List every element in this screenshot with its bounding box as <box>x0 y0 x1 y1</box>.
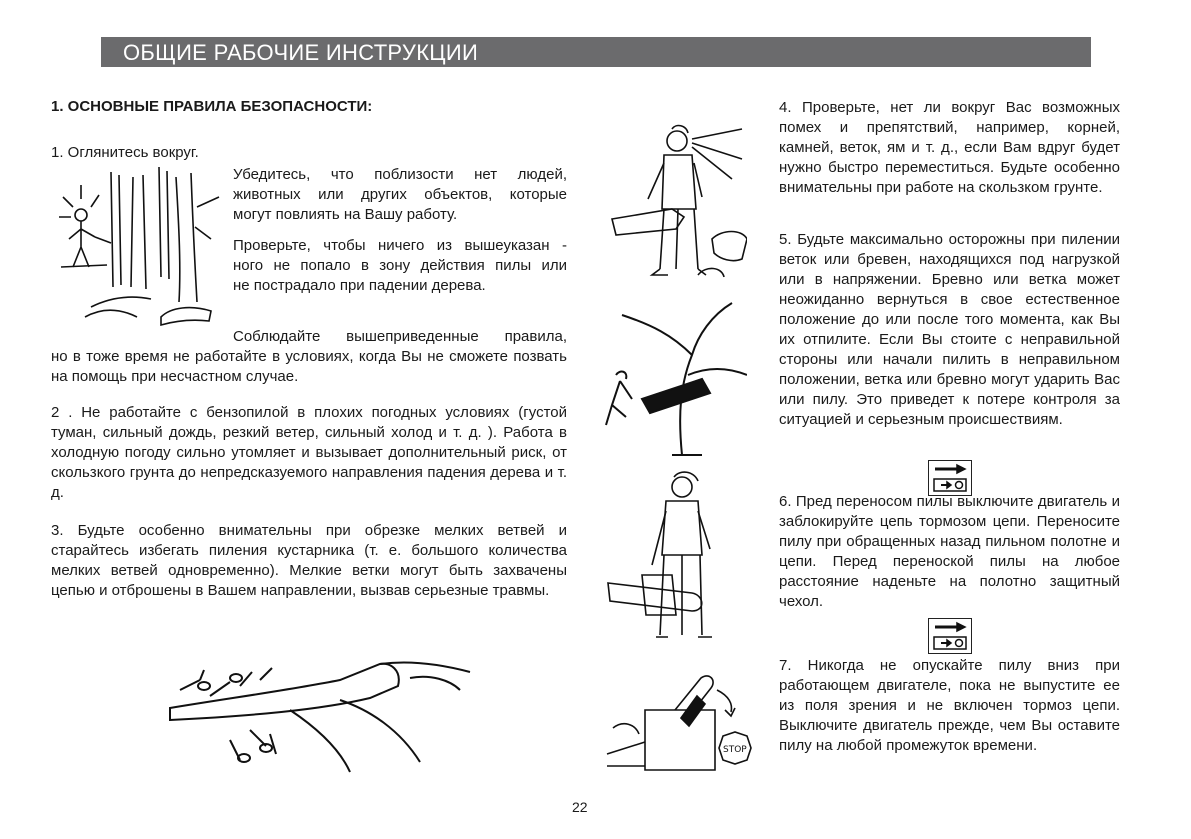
illustration-carry-saw <box>602 465 747 655</box>
rule1-p2-line: Проверьте, чтобы ничего из вышеуказан - <box>233 237 567 254</box>
rule1-paragraph2 <box>233 236 567 296</box>
rule1-p1-line: Убедитесь, что поблизости нет людей, <box>233 166 567 183</box>
header-bar <box>101 37 1091 67</box>
rule1-paragraph1 <box>233 165 567 225</box>
rule1-p2-line: ного не попало в зону действия пилы или <box>233 257 567 274</box>
page-title: ОБЩИЕ РАБОЧИЕ ИНСТРУКЦИИ <box>123 40 479 65</box>
rule4-paragraph: 4. Проверьте, нет ли вокруг Вас возможных помех и препятствий, например, корней, камней, веток, ям и т. д., если Вам вдруг будет нужно быстро переместиться. Будьте особенно внимательны при работе на скользком грунте. <box>779 99 1120 196</box>
rule1-p1-line: животных или других объектов, которые <box>233 186 567 203</box>
illustration-branches <box>140 650 480 775</box>
rule1-p1-line: могут повлиять на Вашу работу. <box>233 206 458 223</box>
stop-sign-label: STOP <box>723 745 747 755</box>
chain-brake-icon <box>928 460 972 496</box>
page-number: 22 <box>572 799 588 815</box>
rule7-paragraph: 7. Никогда не опускайте пилу вниз при работающем двигателе, пока не выпустите ее из поля зрения и не включен тормоз цепи. Выключите двигатель прежде, чем Вы оставите пилу на любой промежуток времени. <box>779 657 1120 754</box>
rule5-paragraph: 5. Будьте максимально осторожны при пилении веток или бревен, находящихся под нагрузкой или в напряжении. Бревно или ветка может неожиданно вернуться в свое естественное положение до или после того момента, как Вы их отпилите. Если Вы стоите с неправильной стороны или начали пилить в неправильном положении, ветка или бревно могут ударить Вас или пилу. Это приведет к потере контроля за ситуацией и серьезным происшествиям. <box>779 231 1120 428</box>
illustration-obstacles <box>602 99 747 289</box>
chain-brake-icon <box>928 618 972 654</box>
rule1-p3-first-line: Соблюдайте вышеприведенные правила, <box>233 328 567 345</box>
illustration-tension-branch <box>602 295 747 460</box>
rule1-p3-rest: но в тоже время не работайте в условиях, когда Вы не сможете позвать на помощь при несчастном случае. <box>51 348 567 385</box>
rule1-lead: 1. Оглянитесь вокруг. <box>51 144 199 161</box>
rule2-paragraph: 2 . Не работайте с бензопилой в плохих погодных условиях (густой туман, сильный дождь, резкий ветер, сильный холод и т. д. ). Работа в холодную погоду сильно утомляет и вызывает дополнительный риск, от скользкого грунта до непредсказуемого направления падения дерева и т. д. <box>51 404 567 501</box>
rule1-p2-line: не пострадало при падении дерева. <box>233 277 486 294</box>
rule6-paragraph: 6. Пред переносом пилы выключите двигатель и заблокируйте цепь тормозом цепи. Переносите пилу при обращенных назад пильном полотне и цепи. Перед переноской пилы на любое расстояние наденьте на полотно защитный чехол. <box>779 493 1120 610</box>
section-title: 1. ОСНОВНЫЕ ПРАВИЛА БЕЗОПАСНОСТИ: <box>51 98 373 115</box>
illustration-look-around <box>51 167 221 327</box>
illustration-set-down-saw <box>605 670 755 778</box>
rule3-paragraph: 3. Будьте особенно внимательны при обрезке мелких ветвей и старайтесь избегать пиления кустарника (т. е. большого количества мелких ветвей одновременно). Мелкие ветки могут быть захвачены цепью и отброшены в Вашем направлении, вызвав серьезные травмы. <box>51 522 567 599</box>
